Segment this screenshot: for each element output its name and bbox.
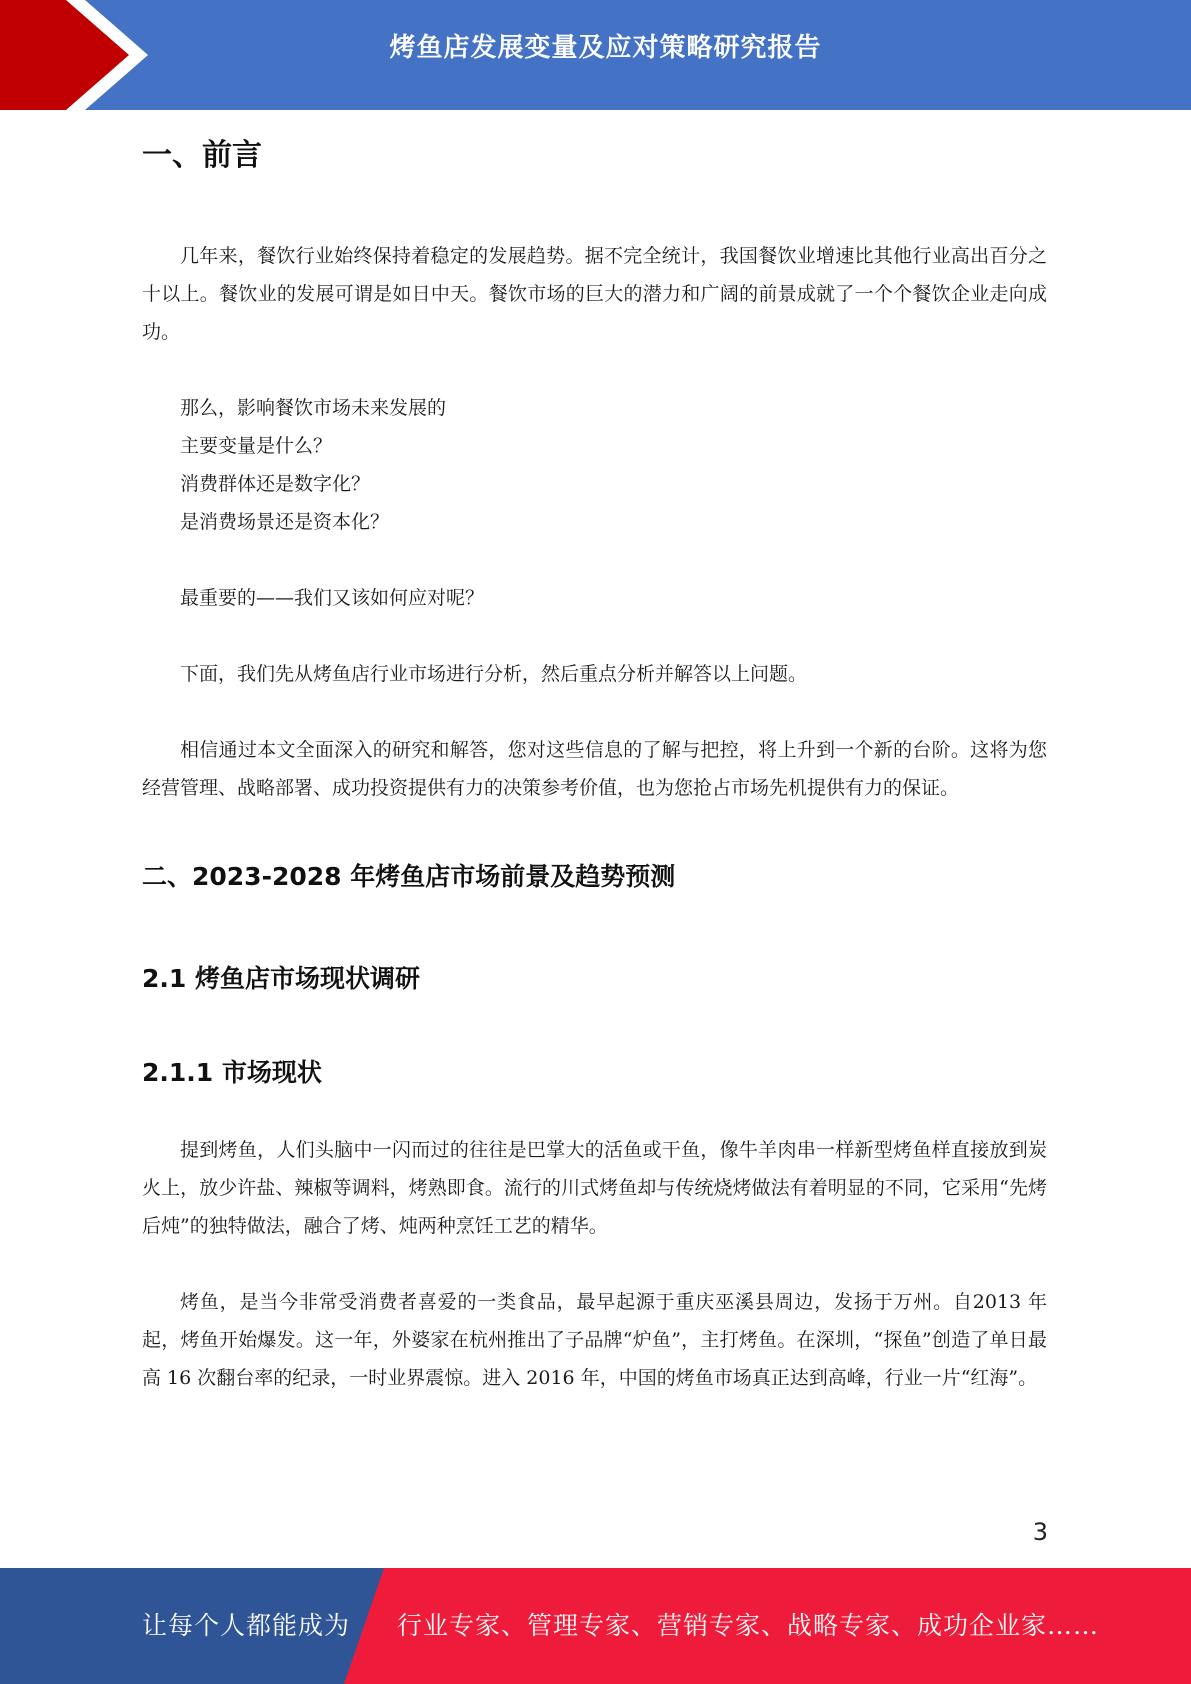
section1-paragraph-1: 几年来，餐饮行业始终保持着稳定的发展趋势。据不完全统计，我国餐饮业增速比其他行业高出百分之十以上。餐饮业的发展可谓是如日中天。餐饮市场的巨大的潜力和广阔的前景成就了一个个餐饮企业走向成功。 <box>142 245 1047 343</box>
footer-slogan-left: 让每个人都能成为 <box>142 1611 351 1640</box>
page-header <box>0 0 1191 110</box>
question-list <box>142 389 1047 541</box>
subsection-2-1-1-heading: 2.1.1 市场现状 <box>142 1058 322 1087</box>
section1-paragraph-3: 相信通过本文全面深入的研究和解答，您对这些信息的了解与把控，将上升到一个新的台阶。这将为您经营管理、战略部署、成功投资提供有力的决策参考价值，也为您抢占市场先机提供有力的保证。 <box>142 739 1047 799</box>
question-line: 消费群体还是数字化？ <box>180 473 371 495</box>
subsection-2-1-heading: 2.1 烤鱼店市场现状调研 <box>142 964 420 993</box>
section2-paragraph-1: 提到烤鱼，人们头脑中一闪而过的往往是巴掌大的活鱼或干鱼，像牛羊肉串一样新型烤鱼样直接放到炭火上，放少许盐、辣椒等调料，烤熟即食。流行的川式烤鱼却与传统烧烤做法有着明显的不同，它采用“先烤后炖”的独特做法，融合了烤、炖两种烹饪工艺的精华。 <box>142 1139 1047 1237</box>
section1-paragraph-2: 下面，我们先从烤鱼店行业市场进行分析，然后重点分析并解答以上问题。 <box>180 663 808 685</box>
section2-heading: 二、2023-2028 年烤鱼店市场前景及趋势预测 <box>142 862 676 891</box>
document-body <box>142 130 1047 1397</box>
question-line: 主要变量是什么？ <box>180 435 333 457</box>
question-line: 是消费场景还是资本化？ <box>180 511 390 533</box>
section1-heading: 一、前言 <box>142 138 262 173</box>
key-question: 最重要的——我们又该如何应对呢？ <box>180 587 485 609</box>
page-footer <box>0 1568 1191 1684</box>
header-title: 烤鱼店发展变量及应对策略研究报告 <box>389 33 822 63</box>
footer-slogan-right: 行业专家、管理专家、营销专家、战略专家、成功企业家…… <box>397 1611 1100 1640</box>
question-line: 那么，影响餐饮市场未来发展的 <box>180 397 447 419</box>
section2-paragraph-2: 烤鱼，是当今非常受消费者喜爱的一类食品，最早起源于重庆巫溪县周边，发扬于万州。自2013 年起，烤鱼开始爆发。这一年，外婆家在杭州推出了子品牌“炉鱼”，主打烤鱼。在深圳，“探鱼”创造了单日最高 16 次翻台率的纪录，一时业界震惊。进入 2016 年，中国的烤鱼市场真正达到高峰，行业一片“红海”。 <box>142 1291 1047 1389</box>
page-number: 3 <box>1032 1518 1048 1546</box>
